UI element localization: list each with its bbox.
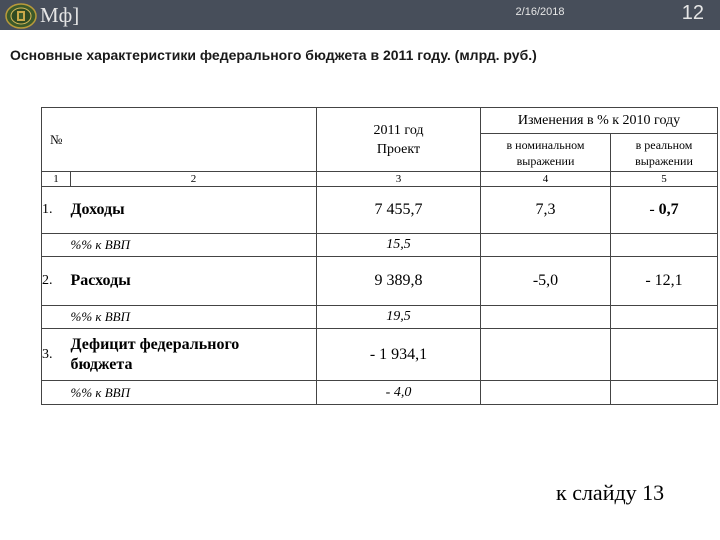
header-nominal-cell bbox=[481, 134, 611, 172]
value-2011: 7 455,7 bbox=[317, 187, 481, 234]
index-cell: 3 bbox=[317, 172, 481, 187]
header-nominal-label-2: выражении bbox=[516, 153, 575, 168]
index-cell: 2 bbox=[71, 172, 317, 187]
index-cell: 1 bbox=[42, 172, 71, 187]
header-row-1 bbox=[42, 108, 718, 134]
empty-cell bbox=[611, 381, 718, 405]
table-row-deficit bbox=[42, 329, 718, 381]
top-bar bbox=[0, 0, 720, 30]
row-name: Расходы bbox=[71, 257, 317, 306]
header-real-label-1: в реальном bbox=[635, 137, 693, 152]
empty-cell bbox=[481, 234, 611, 257]
value-gdp-share: 19,5 bbox=[317, 306, 481, 329]
header-project-label: Проект bbox=[376, 141, 421, 157]
logo-text: Мф] bbox=[40, 3, 80, 27]
empty-cell bbox=[42, 381, 71, 405]
value-real-prefix: - bbox=[649, 201, 659, 218]
empty-cell bbox=[481, 381, 611, 405]
empty-cell bbox=[42, 306, 71, 329]
value-real-cell bbox=[611, 187, 718, 234]
budget-table bbox=[41, 107, 718, 405]
row-name: Доходы bbox=[71, 187, 317, 234]
slide-date: 2/16/2018 bbox=[515, 6, 565, 18]
empty-cell bbox=[611, 329, 718, 381]
header-real-cell bbox=[611, 134, 718, 172]
empty-cell bbox=[611, 306, 718, 329]
header-num-cell: № bbox=[42, 108, 317, 172]
budget-table-wrapper bbox=[41, 107, 718, 405]
row-name-line-1: Дефицит федерального bbox=[70, 335, 240, 353]
table-row-revenue-gdp bbox=[42, 234, 718, 257]
slide-number: 12 bbox=[681, 2, 704, 24]
table-row-expenses-gdp bbox=[42, 306, 718, 329]
value-2011: 9 389,8 bbox=[317, 257, 481, 306]
header-nominal-label-1: в номинальном bbox=[506, 137, 585, 152]
row-subname: %% к ВВП bbox=[71, 381, 317, 405]
index-row bbox=[42, 172, 718, 187]
header-2011-cell bbox=[317, 108, 481, 172]
row-subname: %% к ВВП bbox=[71, 234, 317, 257]
empty-cell bbox=[42, 234, 71, 257]
row-number: 1. bbox=[42, 187, 71, 234]
row-name-line-2: бюджета bbox=[70, 355, 133, 373]
page-title: Основные характеристики федерального бюджета в 2011 году. (млрд. руб.) bbox=[10, 47, 537, 63]
value-real: 0,7 bbox=[658, 201, 679, 218]
header-2011-label: 2011 год bbox=[373, 122, 424, 138]
table-row-deficit-gdp bbox=[42, 381, 718, 405]
index-cell: 4 bbox=[481, 172, 611, 187]
row-number: 3. bbox=[42, 329, 71, 381]
value-gdp-share: 15,5 bbox=[317, 234, 481, 257]
value-nominal: 7,3 bbox=[481, 187, 611, 234]
header-changes-cell: Изменения в % к 2010 году bbox=[481, 108, 718, 134]
next-slide-link[interactable]: к слайду 13 bbox=[556, 480, 665, 505]
table-row-revenue bbox=[42, 187, 718, 234]
row-name-cell bbox=[71, 329, 317, 381]
empty-cell bbox=[481, 306, 611, 329]
row-subname: %% к ВВП bbox=[71, 306, 317, 329]
header-real-label-2: выражении bbox=[635, 153, 693, 168]
empty-cell bbox=[611, 234, 718, 257]
value-2011: - 1 934,1 bbox=[317, 329, 481, 381]
value-gdp-share: - 4,0 bbox=[317, 381, 481, 405]
value-nominal: -5,0 bbox=[481, 257, 611, 306]
ministry-emblem-icon bbox=[4, 2, 38, 29]
table-row-expenses bbox=[42, 257, 718, 306]
index-cell: 5 bbox=[611, 172, 718, 187]
row-number: 2. bbox=[42, 257, 71, 306]
empty-cell bbox=[481, 329, 611, 381]
value-real: - 12,1 bbox=[611, 257, 718, 306]
